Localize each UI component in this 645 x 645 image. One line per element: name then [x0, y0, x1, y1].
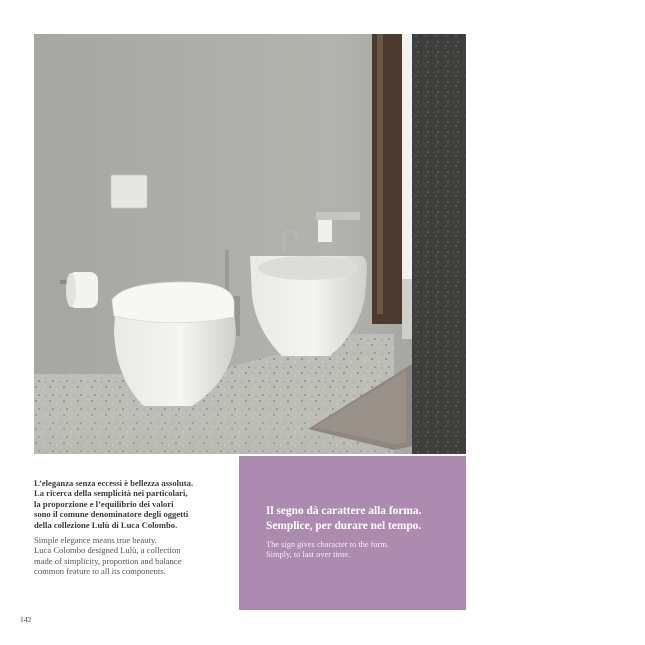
- intro-italian: L’eleganza senza eccessi è bellezza assoluta. La ricerca della semplicità nei particolari, la proporzione e l’equilibrio dei valori sono il comune denominatore degli oggetti della collezione Lulù di Luca Colombo.: [34, 478, 194, 530]
- highlight-headline: Il segno dà carattere alla forma. Semplice, per durare nel tempo.: [266, 505, 422, 532]
- intro-text-block: [34, 478, 234, 577]
- product-photo: [34, 34, 466, 454]
- page-number: 142: [20, 615, 32, 624]
- highlight-box: [239, 456, 466, 610]
- highlight-subtext: The sign gives character to the form. Simply, to last over time.: [266, 540, 390, 560]
- intro-english: Simple elegance means true beauty. Luca Colombo designed Lulù, a collection made of simplicity, proportion and balance common feature to all its components.: [34, 535, 182, 577]
- bathroom-scene-illustration: [34, 34, 466, 454]
